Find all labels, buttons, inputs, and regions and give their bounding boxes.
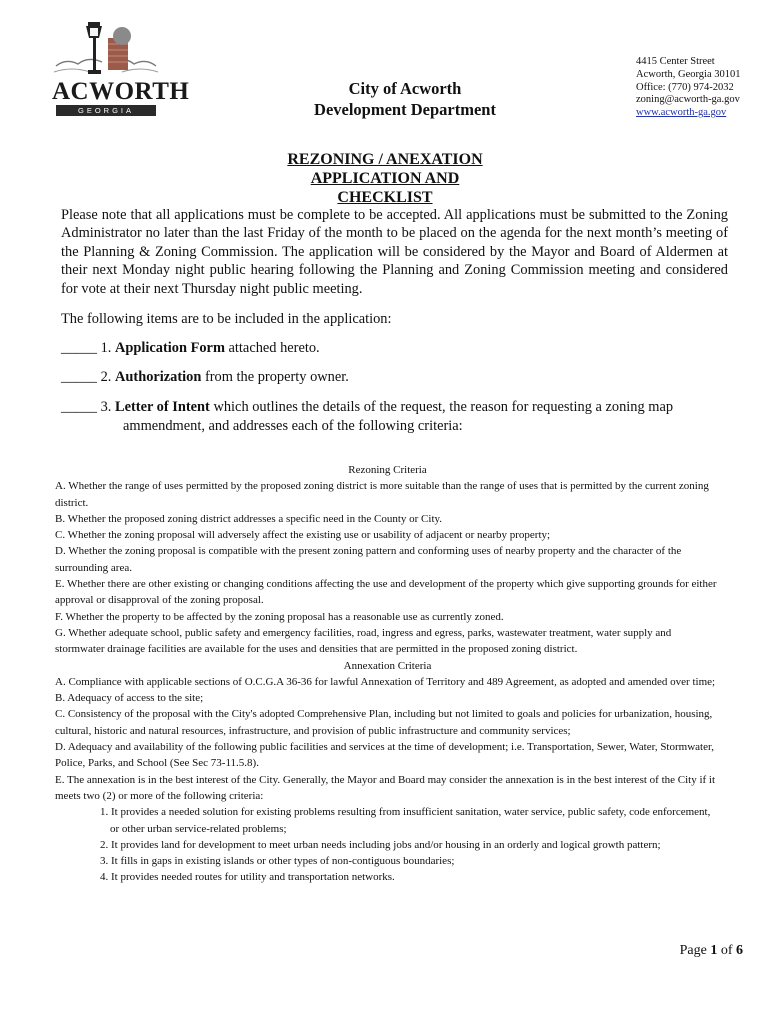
checklist-item-authorization: _____ 2. Authorization from the property owner.	[61, 369, 349, 385]
contact-block	[636, 56, 741, 120]
address-line1: 4415 Center Street	[636, 56, 715, 67]
checklist-blank[interactable]: _____	[61, 369, 97, 385]
title-line2: APPLICATION AND	[310, 170, 460, 187]
annexation-subcriterion: 4. It provides needed routes for utility and transportation networks.	[100, 871, 395, 884]
page-number: Page 1 of 6	[679, 943, 743, 958]
annexation-criterion: D. Adequacy and availability of the following public facilities and services at the time of development; i.e. Transportation, Sewer, Water, Stormwater, Police, Parks, and School (See Sec 73-11.5.8).	[55, 741, 714, 770]
annexation-criteria-heading: Annexation Criteria	[343, 659, 432, 672]
logo-wordmark: ACWORTH	[52, 78, 190, 105]
rezoning-criterion: F. Whether the property to be affected by the zoning proposal has a reasonable use as currently zoned.	[55, 610, 504, 623]
email-address: zoning@acworth-ga.gov	[636, 94, 740, 106]
checklist-blank[interactable]: _____	[61, 340, 97, 356]
annexation-criterion: C. Consistency of the proposal with the City's adopted Comprehensive Plan, including but not limited to goals and policies for urbanization, housing, cultural, historic and natural resources, infrastructure, and provision of public infrastructure and community services;	[55, 708, 713, 737]
rezoning-criterion: C. Whether the zoning proposal will adversely affect the existing use or usability of adjacent or nearby property;	[55, 529, 551, 542]
logo-state-banner: GEORGIA	[56, 105, 156, 116]
website-link[interactable]: www.acworth-ga.gov	[636, 107, 727, 119]
page-total: 6	[736, 943, 743, 958]
rezoning-criterion: D. Whether the zoning proposal is compatible with the present zoning pattern and conforming uses of nearby property and the character of the surrounding area.	[55, 545, 682, 574]
checklist-lead: The following items are to be included in the application:	[61, 311, 392, 327]
intro-paragraph: Please note that all applications must be complete to be accepted. All applications must be submitted to the Zoning Administrator no later than the last Friday of the month to be placed on the agenda for the next month’s meeting of the Planning & Zoning Commission. The application will be considered by the Mayor and Board of Aldermen at their next Monday night public hearing following the Planning and Zoning Commission meeting and considered for vote at their next Thursday night public meeting.	[61, 207, 728, 297]
title-line1: REZONING / ANEXATION	[287, 151, 483, 168]
rezoning-criterion: E. Whether there are other existing or changing conditions affecting the use and development of the property which give supporting grounds for either approval or disapproval of the zoning proposal.	[55, 578, 717, 607]
city-logo	[52, 20, 190, 116]
checklist-item-application-form: _____ 1. Application Form attached hereto.	[61, 340, 320, 356]
item-bold-label: Letter of Intent	[115, 399, 210, 415]
phone-number: Office: (770) 974-2032	[636, 81, 734, 93]
rezoning-criterion: G. Whether adequate school, public safety and emergency facilities, road, ingress and egress, parks, wastewater treatment, water supply and stormwater drainage facilities are available for the uses and densities that are permitted in the proposed zoning district.	[55, 626, 672, 656]
rezoning-criteria-heading: Rezoning Criteria	[348, 464, 427, 476]
item-bold-label: Application Form	[115, 340, 225, 356]
checklist-blank[interactable]: _____	[61, 399, 97, 415]
item-bold-label: Authorization	[115, 369, 202, 385]
checklist-item-letter-of-intent: _____ 3. Letter of Intent which outlines the details of the request, the reason for requesting a zoning map ammendment, and addresses each of the following criteria:	[61, 398, 731, 436]
address-line2: Acworth, Georgia 30101	[636, 68, 741, 80]
rezoning-criterion: B. Whether the proposed zoning district addresses a specific need in the County or City.	[55, 512, 443, 525]
annexation-criterion: E. The annexation is in the best interest of the City. Generally, the Mayor and Board may consider the annexation is in the best interest of the City if it meets two (2) or more of the following criteria:	[55, 773, 716, 802]
annexation-criterion: A. Compliance with applicable sections of O.C.G.A 36-36 for lawful Annexation of Territory and 489 Agreement, as adopted and amended over time;	[55, 675, 716, 688]
department-name-line2: Development Department	[314, 100, 496, 119]
annexation-criterion: B. Adequacy of access to the site;	[55, 692, 204, 705]
title-line3: CHECKLIST	[337, 189, 433, 206]
lamppost-emblem-icon	[52, 20, 160, 80]
page-current: 1	[710, 943, 718, 958]
criteria-section	[55, 462, 720, 886]
annexation-subcriterion: 2. It provides land for development to meet urban needs including jobs and/or housing in an orderly and logical growth pattern;	[100, 838, 661, 851]
document-title	[260, 150, 510, 207]
department-name-line1: City of Acworth	[348, 79, 462, 98]
rezoning-criterion: A. Whether the range of uses permitted by the proposed zoning district is more suitable than the range of uses that is permitted by the current zoning district.	[55, 480, 709, 509]
item-continuation: ammendment, and addresses each of the following criteria:	[123, 418, 463, 434]
annexation-subcriterion: 1. It provides a needed solution for existing problems resulting from insufficient sanitation, water service, public safety, code enforcement, or other urban service-related problems;	[100, 806, 711, 835]
department-title	[290, 78, 520, 120]
annexation-subcriterion: 3. It fills in gaps in existing islands or other types of non-contiguous boundaries;	[100, 855, 455, 868]
